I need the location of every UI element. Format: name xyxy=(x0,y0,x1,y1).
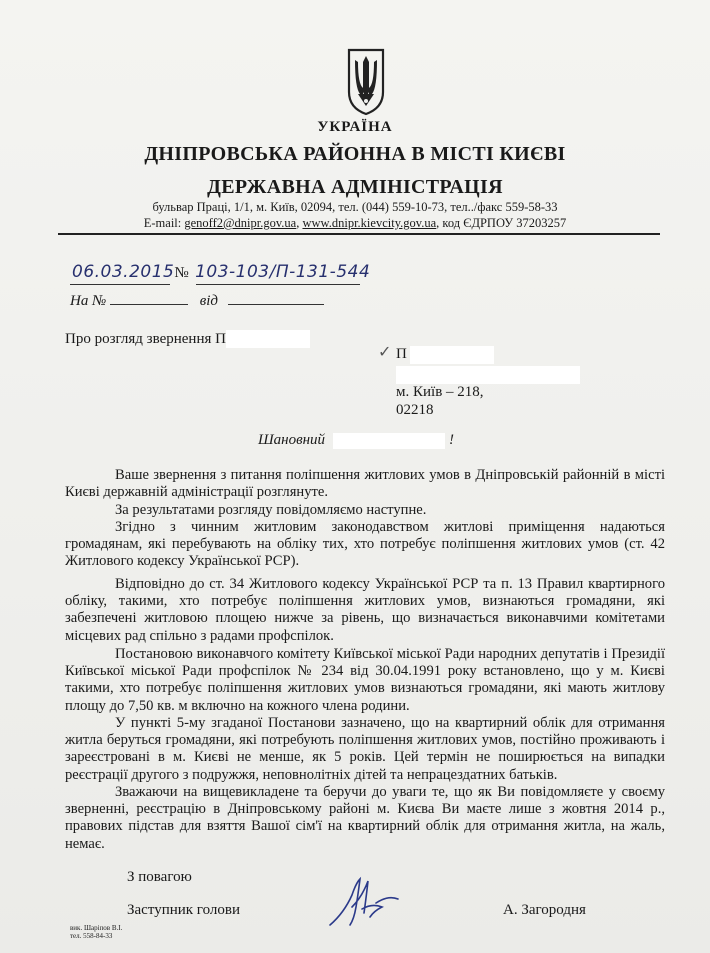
signer-name: А. Загородня xyxy=(503,902,586,918)
registration-number-sign: № xyxy=(174,265,190,281)
registration-number: 103-103/П-131-544 xyxy=(195,262,371,282)
header-divider xyxy=(58,233,660,235)
greeting xyxy=(258,432,454,449)
registration-handwritten xyxy=(72,262,370,282)
registration-date: 06.03.2015 xyxy=(72,262,175,282)
reply-number-blank xyxy=(110,292,188,305)
greeting-prefix: Шановний xyxy=(258,432,326,448)
website-link[interactable]: www.dnipr.kievcity.gov.ua xyxy=(302,216,437,230)
body-paragraph-4: Відповідно до ст. 34 Житлового кодексу Української РСР та п. 13 Правил квартирного обліку, такими, хто потребує поліпшення житлових умов, визнаються громадяни, які забезпечені житловою площею нижче за рівень, що визначається виконавчими комітетами місцевих рад спільно з радами профспілок. xyxy=(65,576,665,644)
edrpou-code: , код ЄДРПОУ 37203257 xyxy=(436,216,567,230)
recipient-city: м. Київ – 218, xyxy=(396,384,484,400)
signer-position: Заступник голови xyxy=(127,902,240,918)
recipient-postcode: 02218 xyxy=(396,402,434,418)
body-paragraph-5: Постановою виконавчого комітету Київської міської Ради народних депутатів і Президії Київської міської Ради профспілок № 234 від 30.04.1991 року встановлено, що у м. Києві такими, хто потребує поліпшення житлових умов визнаються громадяни, які мають житлову площу до 7,50 кв. м включно на кожного члена родини. xyxy=(65,646,665,714)
redaction-box xyxy=(226,330,310,348)
executor-name: вик. Шаріпов В.І. xyxy=(70,924,123,932)
body-paragraph-3: Згідно з чинним житловим законодавством житлові приміщення надаються громадянам, які перебувають на обліку тих, хто потребує поліпшення житлових умов (ст. 42 Житлового кодексу Української РСР). xyxy=(65,519,665,570)
recipient-name: П xyxy=(396,346,407,362)
handwritten-signature-icon xyxy=(322,873,402,933)
reply-reference xyxy=(70,292,324,310)
redaction-box xyxy=(396,366,580,384)
redaction-box xyxy=(333,433,445,449)
reply-date-label: від xyxy=(199,293,219,309)
organization-address: бульвар Праці, 1/1, м. Київ, 02094, тел. (044) 559-10-73, тел../факс 559-58-33 xyxy=(152,200,558,214)
organization-name-line1: ДНІПРОВСЬКА РАЙОННА В МІСТІ КИЄВІ xyxy=(144,143,566,165)
closing-regards: З повагою xyxy=(127,869,192,885)
check-mark-icon: ✓ xyxy=(378,342,392,361)
contacts-separator: , xyxy=(296,216,303,230)
email-link[interactable]: genoff2@dnipr.gov.ua xyxy=(184,216,297,230)
body-paragraph-7: Зважаючи на вищевикладене та беручи до уваги те, що як Ви повідомляєте у своєму зверненні, реєстрацію в Дніпровському районі м. Києва Ви маєте лише з жовтня 2014 р., правових підстав для взяття Вашої сім'ї на квартирний облік для отримання житла, на жаль, немає. xyxy=(65,784,665,852)
email-label: E-mail: xyxy=(143,216,185,230)
greeting-suffix: ! xyxy=(449,432,455,448)
body-paragraph-1: Ваше звернення з питання поліпшення житлових умов в Дніпровській районній в місті Києві державній адміністрації розглянуте. xyxy=(65,467,665,501)
number-underline xyxy=(196,284,360,285)
executor-phone: тел. 558-84-33 xyxy=(70,932,113,940)
organization-contacts xyxy=(0,216,710,231)
letter-subject: Про розгляд звернення П xyxy=(65,331,226,347)
body-paragraph-6: У пункті 5-му згаданої Постанови зазначено, що на квартирний облік для отримання житла беруться громадяни, які потребують поліпшення житлових умов, постійно проживають і зареєстровані в м. Києві не менше, як 5 років. Цей термін не поширюється на випадки реєстрації другого з подружжя, неповнолітніх дітей та непрацездатних батьків. xyxy=(65,715,665,783)
date-underline xyxy=(70,284,170,285)
country-name: УКРАЇНА xyxy=(317,119,393,135)
coat-of-arms-icon xyxy=(346,48,386,116)
body-paragraph-2: За результатами розгляду повідомляємо наступне. xyxy=(115,502,427,518)
redaction-box xyxy=(410,346,494,364)
reply-date-blank xyxy=(228,292,324,305)
organization-name-line2: ДЕРЖАВНА АДМІНІСТРАЦІЯ xyxy=(207,176,503,198)
reply-number-label: На № xyxy=(70,293,107,309)
